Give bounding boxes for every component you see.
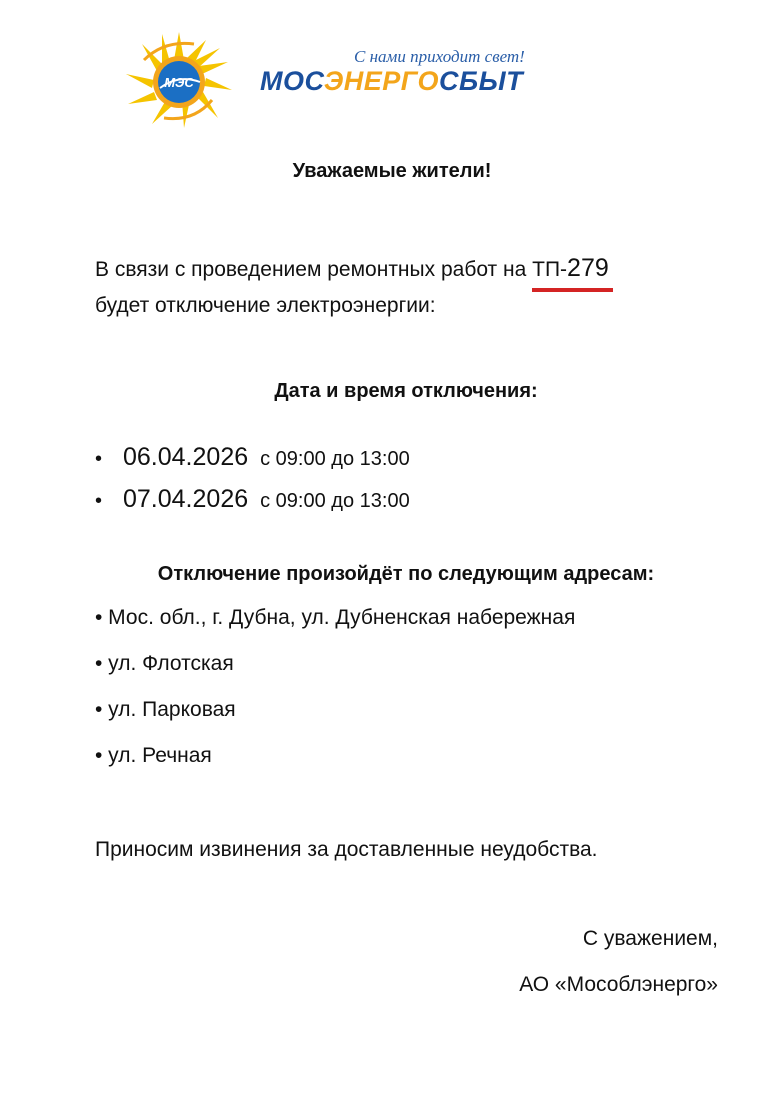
- intro-paragraph: [95, 250, 735, 324]
- bullet: •: [95, 448, 103, 470]
- signature-closing: С уважением,: [582, 927, 718, 950]
- bullet: •: [95, 490, 103, 512]
- address-item: • Мос. обл., г. Дубна, ул. Дубненская набережная: [95, 606, 576, 629]
- logo-name-part3: СБЫТ: [438, 66, 524, 96]
- substation-label: [532, 250, 609, 288]
- logo-name-part1: МОС: [260, 66, 324, 96]
- sun-emblem-icon: [124, 30, 234, 130]
- address-item: • ул. Парковая: [95, 698, 236, 721]
- outage-date: 06.04.2026: [123, 443, 249, 471]
- intro-text-before: В связи с проведением ремонтных работ на: [95, 258, 533, 281]
- emblem-text: МЭС: [164, 75, 194, 90]
- address-item: • ул. Речная: [95, 744, 212, 767]
- logo-slogan: С нами приходит свет!: [354, 47, 525, 66]
- address-item: • ул. Флотская: [95, 652, 234, 675]
- outage-date: 07.04.2026: [123, 485, 249, 513]
- apology-text: Приносим извинения за доставленные неудобства.: [95, 838, 598, 861]
- substation-underline: [532, 288, 613, 292]
- outage-time: с 09:00 до 13:00: [260, 448, 410, 470]
- intro-text-after: будет отключение электроэнергии:: [95, 294, 436, 317]
- dates-heading: Дата и время отключения:: [274, 380, 538, 402]
- addresses-heading: Отключение произойдёт по следующим адресам:: [157, 563, 655, 585]
- date-item: [95, 485, 410, 514]
- substation-number: 279: [567, 254, 609, 282]
- greeting-heading: Уважаемые жители!: [292, 160, 492, 182]
- mosenergosbyt-logo: [124, 30, 584, 130]
- date-item: [95, 443, 410, 472]
- outage-time: с 09:00 до 13:00: [260, 490, 410, 512]
- signature-organization: АО «Мособлэнерго»: [519, 973, 718, 996]
- logo-name: [260, 66, 523, 97]
- substation-prefix: ТП-: [532, 258, 568, 281]
- logo-name-part2: ЭНЕРГО: [323, 66, 439, 96]
